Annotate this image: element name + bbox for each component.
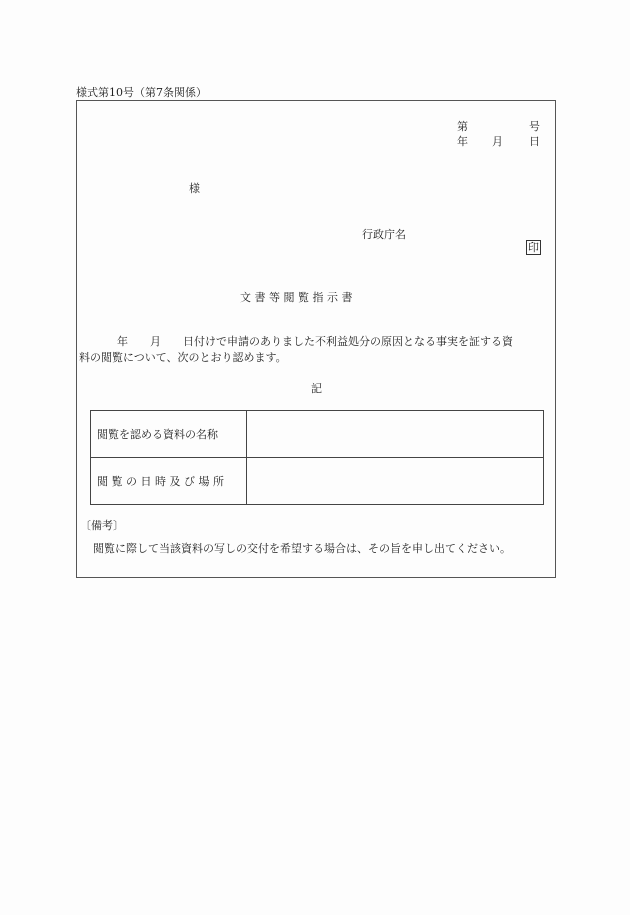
row-value [247,411,544,458]
seal-mark: 印 [528,241,539,254]
row-label: 閲 覧 の 日 時 及 び 場 所 [91,458,247,505]
addressee-suffix: 様 [189,182,200,195]
row-label: 閲覧を認める資料の名称 [91,411,247,458]
details-table [90,410,544,505]
month-label: 月 [492,135,503,148]
table-row [91,458,544,505]
remarks-heading: 〔備考〕 [80,519,124,532]
table-row [91,411,544,458]
ki-heading: 記 [311,382,322,395]
body-line-1: 年 月 日付けで申請のありました不利益処分の原因となる事実を証する資 [117,335,513,348]
body-line-2: 料の閲覧について、次のとおり認めます。 [79,351,287,364]
document-title: 文 書 等 閲 覧 指 示 書 [240,291,353,304]
number-suffix: 号 [529,120,540,133]
number-prefix: 第 [457,120,468,133]
issuer-label: 行政庁名 [362,228,406,241]
remarks-text: 閲覧に際して当該資料の写しの交付を希望する場合は、その旨を申し出てください。 [93,542,511,555]
row-value [247,458,544,505]
year-label: 年 [457,135,468,148]
day-label: 日 [529,135,540,148]
form-number: 様式第10号（第7条関係） [76,86,207,99]
